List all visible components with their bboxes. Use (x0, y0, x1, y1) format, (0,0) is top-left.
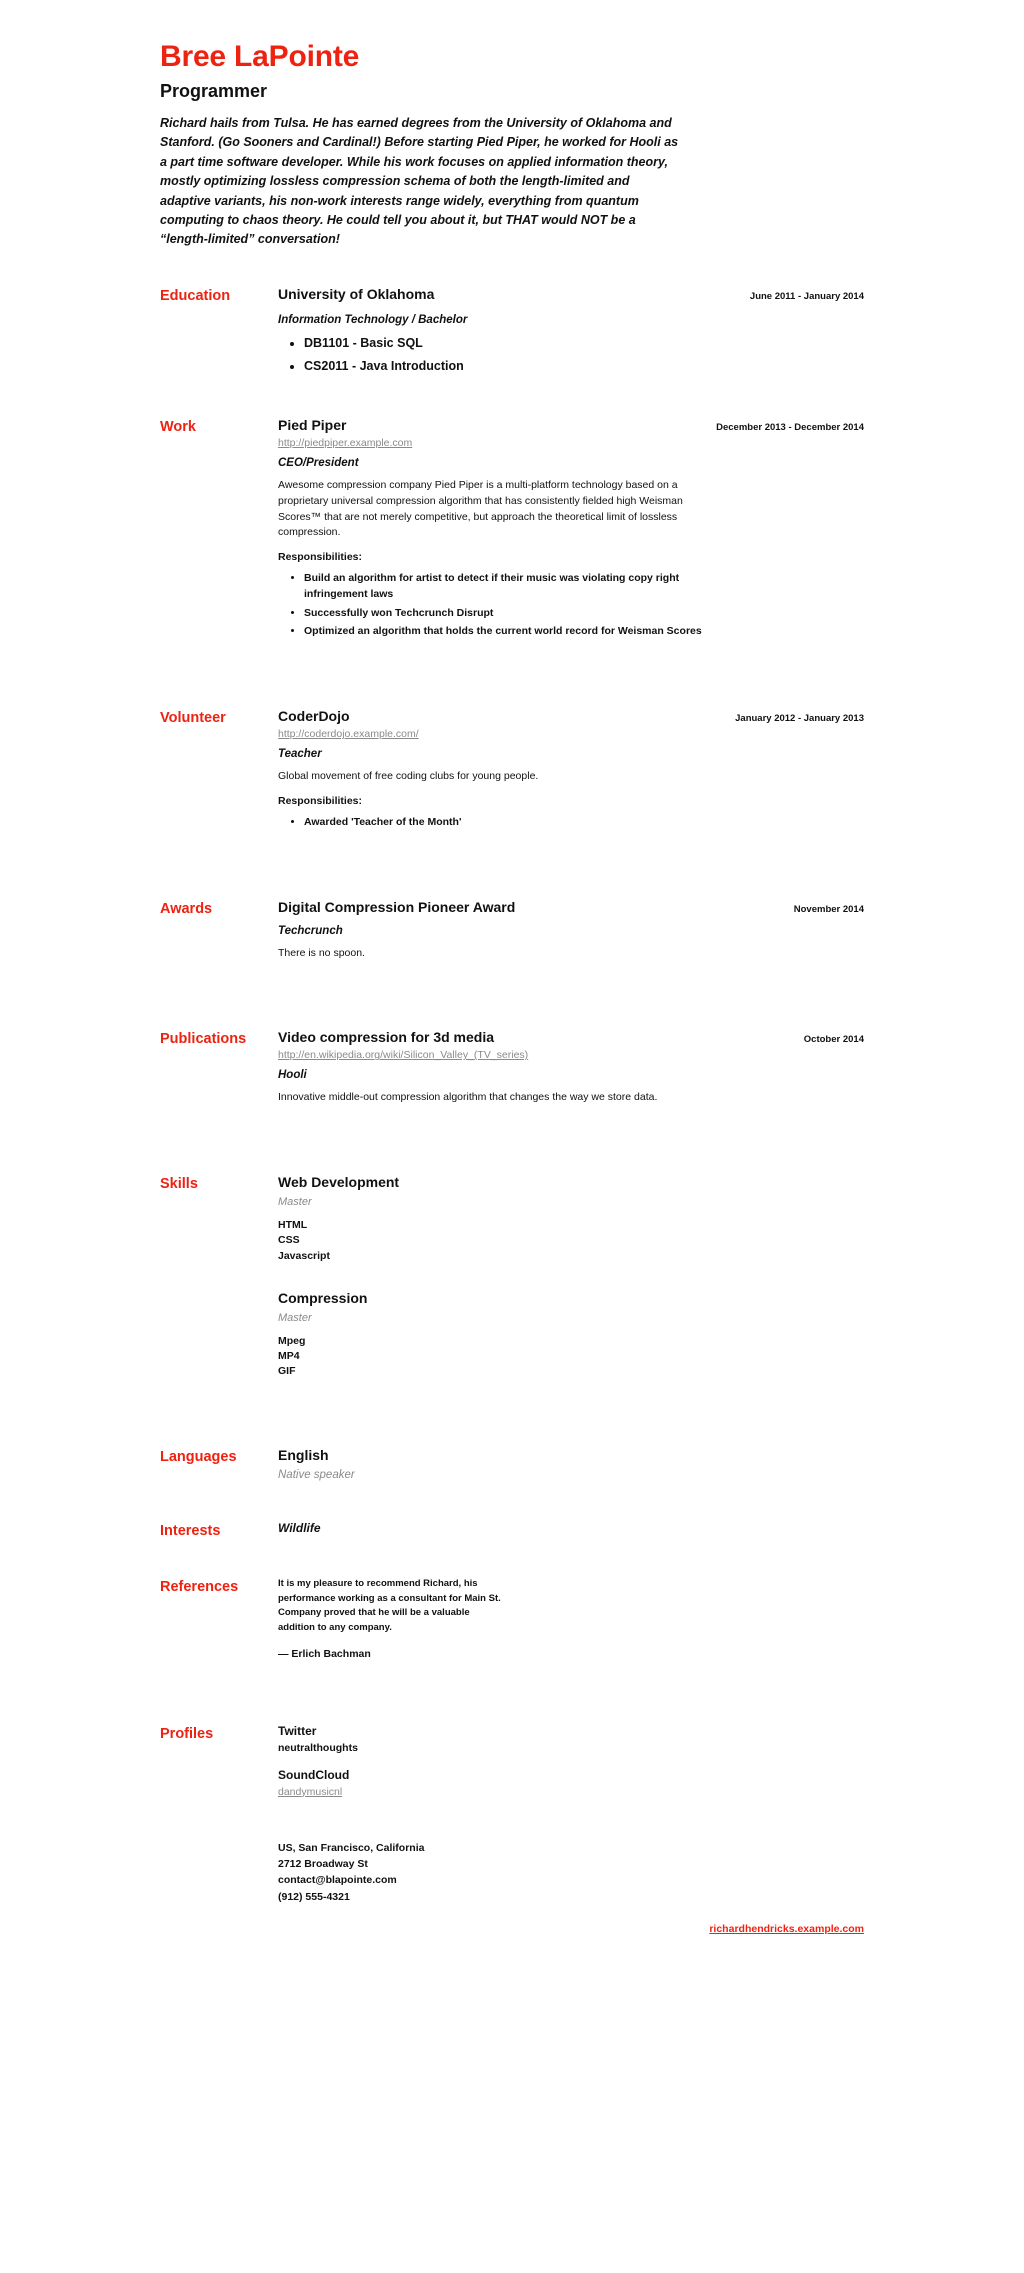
resume-header (160, 0, 864, 250)
award-entry (278, 899, 864, 962)
education-course-list (278, 334, 864, 377)
publication-summary: Innovative middle-out compression algorithm that changes the way we store data. (278, 1091, 658, 1104)
profile-network: SoundCloud (278, 1767, 350, 1782)
language-fluency: Native speaker (278, 1469, 355, 1482)
list-item: • Optimized an algorithm that holds the current world record for Weisman Scores (304, 624, 724, 640)
skill-entry (278, 1174, 864, 1264)
volunteer-responsibilities-label: Responsibilities: (278, 794, 363, 807)
section-body-languages (278, 1447, 864, 1485)
website-row (160, 1919, 864, 1967)
skill-keyword-list (278, 1218, 864, 1264)
volunteer-entry-head (278, 708, 864, 724)
section-body-interests (278, 1521, 864, 1535)
work-responsibilities-label: Responsibilities: (278, 551, 363, 564)
education-entry-head (278, 286, 864, 302)
skill-name: Web Development (278, 1174, 400, 1191)
section-body-skills (278, 1174, 864, 1383)
section-publications (160, 1029, 864, 1110)
award-entry-head (278, 899, 864, 915)
publication-title: Video compression for 3d media (278, 1029, 495, 1046)
list-item: • CS2011 - Java Introduction (304, 357, 724, 376)
contact-phone: (912) 555-4321 (278, 1890, 350, 1903)
section-title-skills: Skills (160, 1176, 198, 1193)
section-education (160, 286, 864, 382)
list-item: Javascript (278, 1249, 330, 1262)
header-summary: Richard hails from Tulsa. He has earned degrees from the University of Oklahoma and Stanford. (Go Sooners and Cardinal!) Before starting Pied Piper, he worked for Hooli as a part time software developer. While his work focuses on applied information theory, mostly optimizing lossless compression schema of both the length-limited and adaptive variants, his non-work interests range widely, everything from quantum computing to chaos theory. He could tell you about it, but THAT would NOT be a “length-limited” conversation! (160, 116, 679, 247)
section-title-references: References (160, 1578, 239, 1595)
volunteer-date: January 2012 - January 2013 (735, 713, 864, 725)
award-awarder: Techcrunch (278, 924, 343, 937)
section-awards (160, 899, 864, 966)
profile-username: neutralthoughts (278, 1741, 358, 1754)
profile-network: Twitter (278, 1723, 317, 1738)
work-entry-head (278, 417, 864, 433)
section-title-languages: Languages (160, 1449, 237, 1466)
skill-entry (278, 1290, 864, 1380)
section-title-education: Education (160, 287, 231, 304)
list-item: • Build an algorithm for artist to detect if their music was violating copy right infringement laws (304, 571, 724, 603)
work-position: CEO/President (278, 457, 359, 470)
section-volunteer (160, 708, 864, 835)
language-entry (278, 1447, 864, 1481)
header-role: Programmer (160, 81, 268, 101)
page-title: Bree LaPointe (160, 40, 360, 73)
section-body-publications (278, 1029, 864, 1110)
section-title-publications: Publications (160, 1031, 247, 1048)
contact-address: 2712 Broadway St (278, 1857, 368, 1870)
education-entry (278, 286, 864, 377)
section-body-work (278, 417, 864, 644)
work-date: December 2013 - December 2014 (716, 422, 864, 434)
profile-item (278, 1724, 864, 1754)
list-item: CSS (278, 1234, 300, 1247)
work-company: Pied Piper (278, 417, 347, 434)
work-responsibility-list (278, 571, 864, 640)
contact-location: US, San Francisco, California (278, 1841, 425, 1854)
list-item: Mpeg (278, 1334, 306, 1347)
list-item: GIF (278, 1365, 296, 1378)
section-title-interests: Interests (160, 1523, 221, 1540)
section-title-profiles: Profiles (160, 1725, 214, 1742)
section-interests (160, 1521, 864, 1540)
skill-level: Master (278, 1196, 312, 1209)
profile-item (278, 1768, 864, 1800)
section-profiles (160, 1724, 864, 1800)
section-languages (160, 1447, 864, 1485)
language-name: English (278, 1447, 329, 1464)
resume-sheet (160, 0, 864, 1967)
volunteer-summary: Global movement of free coding clubs for young people. (278, 770, 539, 783)
skill-name: Compression (278, 1289, 368, 1306)
section-body-volunteer (278, 708, 864, 835)
list-item: MP4 (278, 1350, 300, 1362)
reference-text: It is my pleasure to recommend Richard, his performance working as a consultant for Main St. Company proved that he will be a valuable addition to any company. (278, 1577, 501, 1633)
publication-link[interactable]: http://en.wikipedia.org/wiki/Silicon_Valley_(TV_series) (278, 1049, 529, 1062)
list-item: • DB1101 - Basic SQL (304, 334, 724, 353)
section-title-work: Work (160, 419, 196, 436)
section-body-profiles (278, 1724, 864, 1800)
work-summary: Awesome compression company Pied Piper is a multi-platform technology based on a proprietary universal compression algorithm that has consistently fielded high Weisman Scores™ that are not merely competitive, but approach the theoretical limit of lossless compression. (278, 479, 683, 539)
education-date: June 2011 - January 2014 (749, 290, 864, 302)
education-institution: University of Oklahoma (278, 285, 435, 302)
award-summary: There is no spoon. (278, 946, 365, 959)
contact-block (278, 1840, 864, 1905)
education-field: Information Technology / Bachelor (278, 313, 468, 326)
personal-website-link[interactable]: richardhendricks.example.com (709, 1922, 864, 1935)
list-item: • Successfully won Techcrunch Disrupt (304, 606, 724, 622)
section-skills (160, 1174, 864, 1383)
publication-entry-head (278, 1029, 864, 1045)
interest-name: Wildlife (278, 1521, 321, 1536)
section-title-volunteer: Volunteer (160, 710, 226, 727)
section-title-awards: Awards (160, 900, 213, 917)
volunteer-entry (278, 708, 864, 831)
volunteer-website-link[interactable]: http://coderdojo.example.com/ (278, 728, 419, 741)
volunteer-position: Teacher (278, 748, 322, 761)
publication-publisher: Hooli (278, 1069, 307, 1082)
section-body-education (278, 286, 864, 382)
reference-author: — Erlich Bachman (278, 1647, 371, 1660)
award-date: November 2014 (793, 903, 864, 915)
volunteer-responsibility-list (278, 815, 864, 831)
profile-username-link[interactable]: dandymusicnl (278, 1785, 343, 1798)
volunteer-organization: CoderDojo (278, 708, 350, 725)
work-website-link[interactable]: http://piedpiper.example.com (278, 437, 413, 450)
section-body-awards (278, 899, 864, 966)
work-entry (278, 417, 864, 640)
list-item: HTML (278, 1219, 308, 1232)
award-title: Digital Compression Pioneer Award (278, 898, 516, 915)
publication-entry (278, 1029, 864, 1106)
section-work (160, 417, 864, 644)
section-references (160, 1577, 864, 1660)
section-body-references (278, 1577, 864, 1660)
publication-date: October 2014 (803, 1034, 864, 1046)
contact-email: contact@blapointe.com (278, 1874, 397, 1887)
skill-level: Master (278, 1311, 312, 1324)
list-item: • Awarded 'Teacher of the Month' (304, 815, 724, 831)
skill-keyword-list (278, 1334, 864, 1380)
